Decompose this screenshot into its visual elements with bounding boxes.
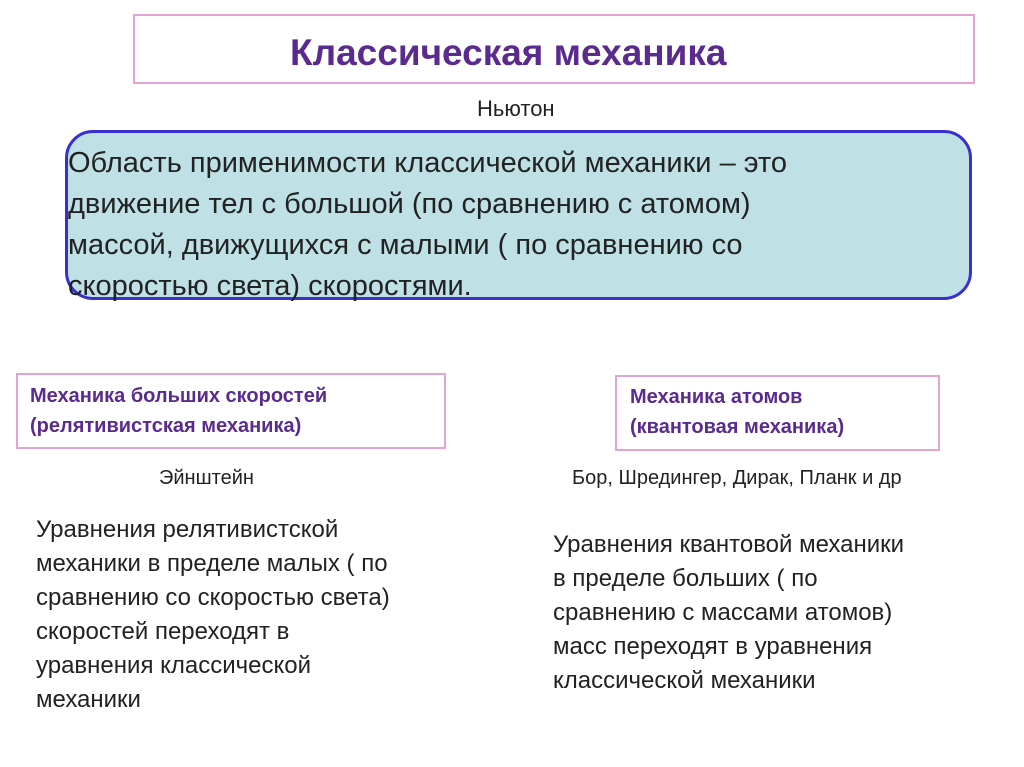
quantum-equation-line: в пределе больших ( по [553, 565, 818, 592]
quantum-heading-line: Механика атомов [630, 386, 803, 408]
quantum-equation-line: классической механики [553, 667, 816, 694]
scope-line: Область применимости классической механики – это [68, 147, 787, 179]
relativistic-equation-line: механики в пределе малых ( по [36, 550, 388, 577]
relativistic-equation-text [36, 513, 476, 717]
relativistic-equation-line: скоростей переходят в [36, 618, 290, 645]
relativistic-equation-line: Уравнения релятивистской [36, 516, 339, 543]
relativistic-heading [30, 381, 327, 441]
relativistic-heading-line: Механика больших скоростей [30, 385, 328, 407]
relativistic-equation-line: уравнения классической [36, 652, 312, 679]
newton-label: Ньютон [477, 96, 555, 121]
quantum-equation-line: масс переходят в уравнения [553, 633, 873, 660]
quantum-equation-text [553, 528, 993, 698]
scope-text [68, 143, 948, 307]
quantum-equation-line: сравнению с массами атомов) [553, 599, 893, 626]
scope-line: массой, движущихся с малыми ( по сравнению со [68, 229, 743, 261]
relativistic-heading-line: (релятивистская механика) [30, 415, 302, 437]
relativistic-equation-line: механики [36, 686, 141, 713]
scope-line: движение тел с большой (по сравнению с атомом) [68, 188, 751, 220]
scope-line: скоростью света) скоростями. [68, 270, 472, 302]
quantum-heading-line: (квантовая механика) [630, 416, 845, 438]
quantum-heading [630, 382, 844, 442]
relativistic-equation-line: сравнению со скоростью света) [36, 584, 390, 611]
quantum-equation-line: Уравнения квантовой механики [553, 531, 905, 558]
slide-title: Классическая механика [290, 32, 727, 73]
quantum-scientists-label: Бор, Шредингер, Дирак, Планк и др [572, 467, 902, 489]
einstein-label: Эйнштейн [159, 467, 254, 489]
